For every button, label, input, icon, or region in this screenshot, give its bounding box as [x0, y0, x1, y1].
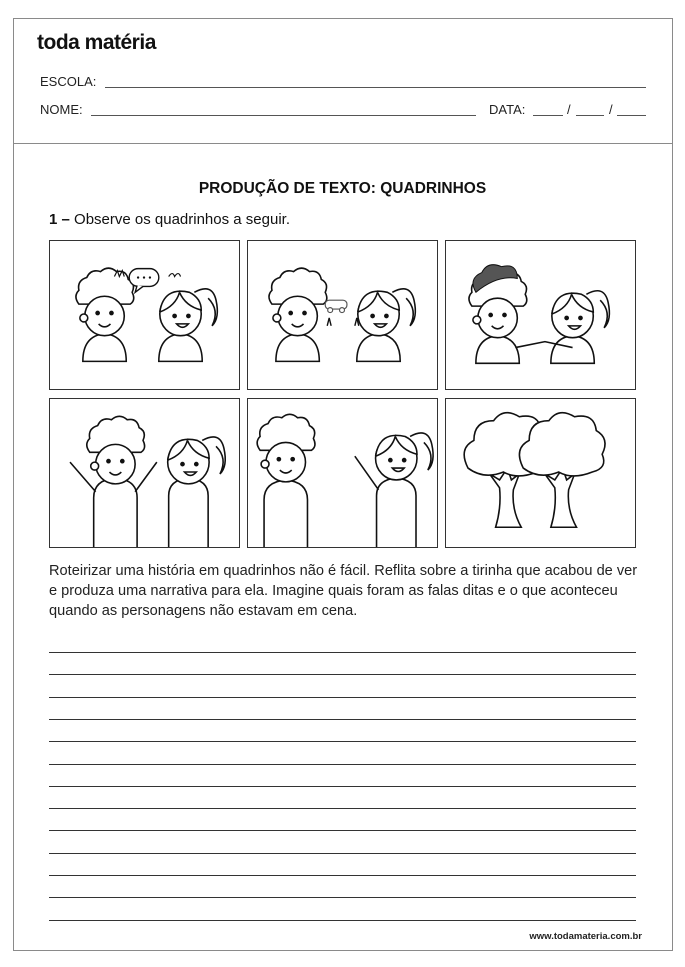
writing-line[interactable]	[49, 786, 636, 787]
comic-panel-1	[49, 240, 240, 390]
logo: toda matéria	[37, 31, 156, 54]
question-number: 1 –	[49, 211, 70, 228]
question	[49, 211, 290, 228]
writing-line[interactable]	[49, 830, 636, 831]
question-text: Observe os quadrinhos a seguir.	[74, 211, 290, 228]
comic-panel-2	[247, 240, 438, 390]
writing-line[interactable]	[49, 674, 636, 675]
date-separator: /	[567, 102, 571, 117]
header-divider	[13, 143, 673, 144]
comic-panel-3	[445, 240, 636, 390]
writing-line[interactable]	[49, 741, 636, 742]
writing-line[interactable]	[49, 697, 636, 698]
writing-line[interactable]	[49, 764, 636, 765]
writing-line[interactable]	[49, 719, 636, 720]
writing-line[interactable]	[49, 808, 636, 809]
page-title: PRODUÇÃO DE TEXTO: QUADRINHOS	[198, 180, 487, 197]
writing-line[interactable]	[49, 652, 636, 653]
writing-line[interactable]	[49, 897, 636, 898]
date-separator: /	[609, 102, 613, 117]
date-day-field[interactable]	[533, 115, 563, 116]
instructions: Roteirizar uma história em quadrinhos não é fácil. Reflita sobre a tirinha que acabou de ver e produza uma narrativa para ela. Imagine quais foram as falas ditas e o que aconteceu quando as personagens não estavam em cena.	[49, 563, 638, 619]
writing-line[interactable]	[49, 920, 636, 921]
date-month-field[interactable]	[576, 115, 604, 116]
comic-panel-6	[445, 398, 636, 548]
date-label: DATA:	[489, 102, 526, 117]
school-label: ESCOLA:	[40, 74, 97, 89]
school-field[interactable]	[105, 87, 646, 88]
name-field[interactable]	[91, 115, 476, 116]
writing-line[interactable]	[49, 853, 636, 854]
footer-website: www.todamateria.com.br	[529, 931, 642, 942]
name-label: NOME:	[40, 102, 83, 117]
date-year-field[interactable]	[617, 115, 646, 116]
writing-line[interactable]	[49, 875, 636, 876]
comic-panel-4	[49, 398, 240, 548]
comic-panel-5	[247, 398, 438, 548]
